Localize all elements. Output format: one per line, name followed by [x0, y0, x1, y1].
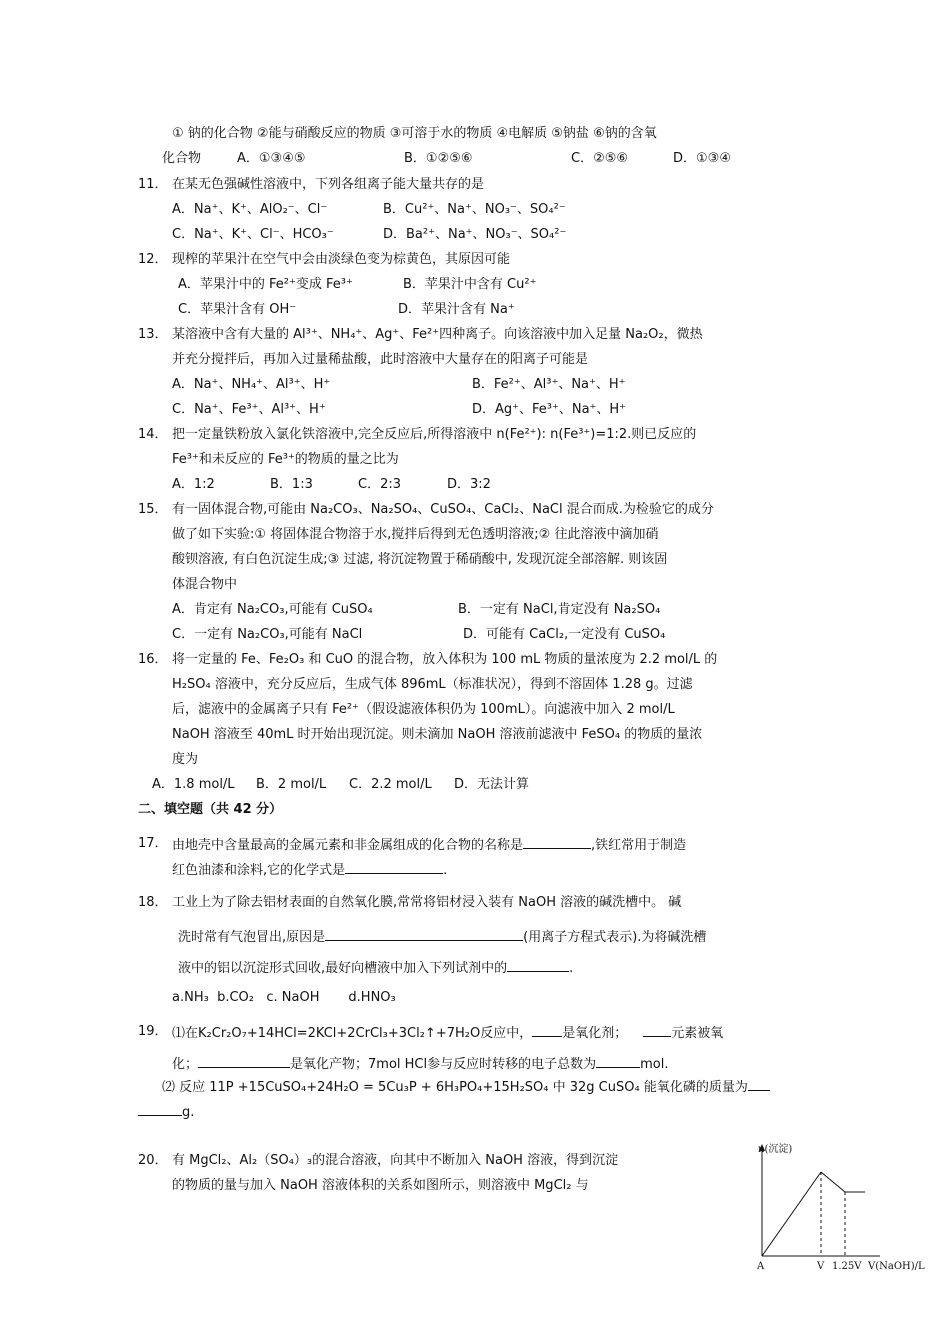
q19-text-2b: 是氧化产物；7mol HCl参与反应时转移的电子总数为	[290, 1057, 597, 1072]
q11-option-b: B．Cu²⁺、Na⁺、NO₃⁻、SO₄²⁻	[383, 202, 566, 217]
graph-y-label: n(沉淀)	[758, 1144, 793, 1155]
q17-text-1a: 由地壳中含量最高的金属元素和非金属组成的化合物的名称是	[172, 838, 524, 853]
graph-rise-segment	[762, 1172, 821, 1256]
q15-number: 15．	[138, 502, 168, 517]
q15-option-a: A．肯定有 Na₂CO₃,可能有 CuSO₄	[172, 602, 373, 617]
q16-line-4: NaOH 溶液至 40mL 时开始出现沉淀。则未滴加 NaOH 溶液前滤液中 FeSO₄ 的物质的量浓	[172, 727, 703, 742]
q19-blank-mass-part-2[interactable]	[138, 1101, 182, 1116]
graph-fall-segment	[821, 1172, 845, 1192]
q15-option-c: C．一定有 Na₂CO₃,可能有 NaCl	[172, 627, 363, 642]
q17-line-1	[172, 834, 686, 856]
q16-line-5: 度为	[172, 752, 199, 767]
q14-option-b: B．1:3	[270, 477, 313, 492]
q19-text-3a: ⑵ 反应 11P +15CuSO₄+24H₂O = 5Cu₃P + 6H₃PO₄+15H₂SO₄ 中 32g CuSO₄ 能氧化磷的质量为	[162, 1080, 748, 1095]
q19-line-2	[172, 1053, 669, 1075]
q12-option-d: D．苹果汁含有 Na⁺	[398, 302, 515, 317]
section-heading: 二、填空题（共 42 分）	[138, 802, 283, 817]
q19-line-4	[138, 1101, 194, 1123]
q16-option-c: C．2.2 mol/L	[349, 777, 432, 792]
q17-number: 17．	[138, 836, 168, 851]
q13-line-1: 某溶液中含有大量的 Al³⁺、NH₄⁺、Ag⁺、Fe²⁺四种离子。向该溶液中加入足量 Na₂O₂，微热	[172, 327, 703, 342]
q18-line-3	[178, 957, 573, 979]
q13-line-2: 并充分搅拌后，再加入过量稀盐酸，此时溶液中大量存在的阳离子可能是	[172, 352, 589, 367]
q20-line-2: 的物质的量与加入 NaOH 溶液体积的关系如图所示，则溶液中 MgCl₂ 与	[172, 1178, 589, 1193]
q12-option-b: B．苹果汁中含有 Cu²⁺	[403, 277, 537, 292]
q17-blank-2[interactable]	[345, 859, 443, 874]
q16-line-1: 将一定量的 Fe、Fe₂O₃ 和 CuO 的混合物，放入体积为 100 mL 物质的量浓度为 2.2 mol/L 的	[172, 652, 718, 667]
q17-text-2b: .	[443, 863, 448, 878]
q14-option-a: A．1:2	[172, 477, 215, 492]
q15-line-1: 有一固体混合物,可能由 Na₂CO₃、Na₂SO₄、CuSO₄、CaCl₂、NaCl 混合而成.为检验它的成分	[172, 502, 714, 517]
q14-number: 14．	[138, 427, 168, 442]
q17-blank-1[interactable]	[523, 834, 591, 849]
q20-line-1: 有 MgCl₂、Al₂（SO₄）₃的混合溶液，向其中不断加入 NaOH 溶液，得到沉淀	[172, 1153, 619, 1168]
q18-options: a.NH₃ b.CO₂ c. NaOH d.HNO₃	[172, 990, 396, 1005]
q14-line-2: Fe³⁺和未反应的 Fe³⁺的物质的量之比为	[172, 452, 399, 467]
prev-line-2	[162, 149, 201, 169]
prev-option-a: A．①③④⑤	[237, 151, 306, 166]
q17-line-2	[172, 859, 447, 881]
q19-text-1c: 元素被氧	[671, 1026, 724, 1041]
q16-line-2: H₂SO₄ 溶液中，充分反应后，生成气体 896mL（标准状况），得到不溶固体 1.28 g。过滤	[172, 677, 693, 692]
q11-option-d: D．Ba²⁺、Na⁺、NO₃⁻、SO₄²⁻	[383, 227, 567, 242]
q19-blank-element[interactable]	[643, 1022, 671, 1037]
q13-option-d: D．Ag⁺、Fe³⁺、Na⁺、H⁺	[472, 402, 627, 417]
q15-line-2: 做了如下实验:① 将固体混合物溶于水,搅拌后得到无色透明溶液;② 往此溶液中滴加硝	[172, 527, 659, 542]
q13-option-b: B．Fe²⁺、Al³⁺、Na⁺、H⁺	[472, 377, 626, 392]
q16-option-a: A．1.8 mol/L	[152, 777, 235, 792]
q18-line-1: 工业上为了除去铝材表面的自然氧化膜,常常将铝材浸入装有 NaOH 溶液的碱洗槽中。 碱	[172, 895, 682, 910]
q11-stem: 在某无色强碱性溶液中，下列各组离子能大量共存的是	[172, 177, 485, 192]
q14-option-d: D．3:2	[447, 477, 491, 492]
q19-text-1a: ⑴在K₂Cr₂O₇+14HCl=2KCl+2CrCl₃+3Cl₂↑+7H₂O反应中，	[172, 1026, 533, 1041]
q15-line-3: 酸钡溶液, 有白色沉淀生成;③ 过滤, 将沉淀物置于稀硝酸中, 发现沉淀全部溶解. 则该固	[172, 552, 668, 567]
q18-text-3b: .	[569, 961, 574, 976]
q20-number: 20．	[138, 1153, 168, 1168]
q11-option-a: A．Na⁺、K⁺、AlO₂⁻、Cl⁻	[172, 202, 328, 217]
q18-blank-1[interactable]	[325, 926, 523, 941]
q15-line-4: 体混合物中	[172, 577, 238, 592]
precipitate-graph	[748, 1142, 928, 1272]
graph-125v-label: 1.25V	[832, 1261, 862, 1272]
q19-number: 19．	[138, 1024, 168, 1039]
q13-number: 13．	[138, 327, 168, 342]
q19-blank-product[interactable]	[198, 1053, 290, 1068]
q19-blank-oxidant[interactable]	[532, 1022, 562, 1037]
q16-number: 16．	[138, 652, 168, 667]
q16-option-d: D．无法计算	[454, 777, 530, 792]
q12-stem: 现榨的苹果汁在空气中会由淡绿色变为棕黄色，其原因可能	[172, 252, 511, 267]
q18-line-2	[178, 926, 706, 948]
q19-text-1b: 是氧化剂；	[562, 1026, 628, 1041]
q18-text-3a: 液中的铝以沉淀形式回收,最好向槽液中加入下列试剂中的	[178, 961, 508, 976]
q14-line-1: 把一定量铁粉放入氯化铁溶液中,完全反应后,所得溶液中 n(Fe²⁺): n(Fe³⁺)=1:2.则已反应的	[172, 427, 697, 442]
prev-line-2-text: 化合物	[162, 151, 202, 166]
q18-text-2b: (用离子方程式表示).为将碱洗槽	[523, 930, 707, 945]
q13-option-a: A．Na⁺、NH₄⁺、Al³⁺、H⁺	[172, 377, 331, 392]
q13-option-c: C．Na⁺、Fe³⁺、Al³⁺、H⁺	[172, 402, 326, 417]
q18-blank-2[interactable]	[507, 957, 569, 972]
prev-option-d: D．①③④	[673, 151, 731, 166]
q19-text-2a: 化；	[172, 1057, 199, 1072]
q16-line-3: 后，滤液中的金属离子只有 Fe²⁺（假设滤液体积仍为 100mL）。向滤液中加入 2 mol/L	[172, 702, 675, 717]
q12-number: 12．	[138, 252, 168, 267]
prev-line-1: ① 钠的化合物 ②能与硝酸反应的物质 ③可溶于水的物质 ④电解质 ⑤钠盐 ⑥钠的含氧	[172, 126, 657, 141]
q19-text-2c: mol.	[640, 1057, 669, 1072]
q17-text-1b: ,铁红常用于制造	[591, 838, 687, 853]
q18-text-2a: 洗时常有气泡冒出,原因是	[178, 930, 326, 945]
q14-option-c: C．2:3	[358, 477, 401, 492]
q19-blank-mass-part-1[interactable]	[748, 1076, 770, 1091]
q19-line-3	[162, 1076, 770, 1098]
q15-option-d: D．可能有 CaCl₂,一定没有 CuSO₄	[463, 627, 666, 642]
q19-text-4b: g.	[182, 1105, 195, 1120]
q12-option-a: A．苹果汁中的 Fe²⁺变成 Fe³⁺	[178, 277, 353, 292]
prev-option-c: C．②⑤⑥	[571, 151, 629, 166]
graph-v-label: V	[817, 1261, 825, 1272]
q19-line-1	[172, 1022, 723, 1044]
q19-blank-electrons[interactable]	[596, 1053, 640, 1068]
graph-origin-label: A	[757, 1261, 765, 1272]
prev-option-b: B．①②⑤⑥	[404, 151, 473, 166]
q11-number: 11．	[138, 177, 168, 192]
q17-text-2a: 红色油漆和涂料,它的化学式是	[172, 863, 346, 878]
q12-option-c: C．苹果汁含有 OH⁻	[178, 302, 297, 317]
q11-option-c: C．Na⁺、K⁺、Cl⁻、HCO₃⁻	[172, 227, 334, 242]
q16-option-b: B．2 mol/L	[256, 777, 327, 792]
q18-number: 18．	[138, 895, 168, 910]
graph-x-label: V(NaOH)/L	[868, 1261, 925, 1272]
q15-option-b: B．一定有 NaCl,肯定没有 Na₂SO₄	[458, 602, 661, 617]
